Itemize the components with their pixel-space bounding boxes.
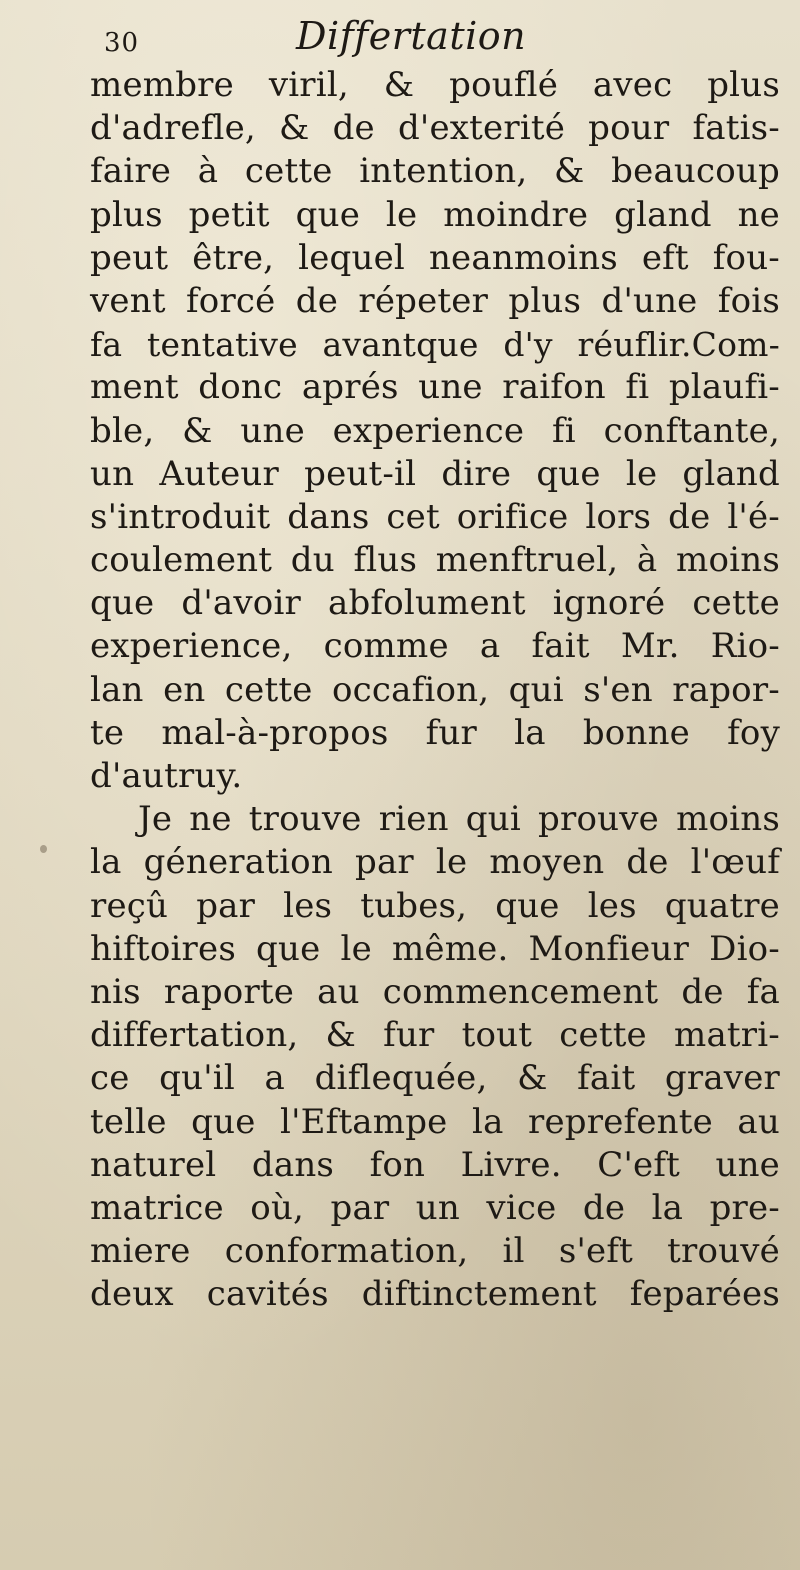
text-line: d'autruy. xyxy=(90,756,243,796)
text-line: reçû par les tubes, que les quatre xyxy=(90,885,780,926)
text-line: ment donc aprés une raifon fi plaufi- xyxy=(90,367,780,408)
text-line: hiftoires que le même. Monfieur Dio- xyxy=(90,928,780,969)
text-line: d'adrefle, & de d'exterité pour fatis- xyxy=(90,108,780,149)
blank-paper-area xyxy=(0,1265,800,1570)
text-line: membre viril, & pouflé avec plus xyxy=(90,65,780,105)
text-line: un Auteur peut-il dire que le gland xyxy=(90,453,780,494)
text-line: deux cavités diftinctement feparées xyxy=(90,1274,780,1315)
text-line: ble, & une experience fi conftante, xyxy=(90,410,780,451)
paragraph-2 xyxy=(90,798,780,1316)
text-line: Je ne trouve rien qui prouve moins xyxy=(138,799,780,840)
text-line: faire à cette intention, & beaucoup xyxy=(90,151,780,192)
text-line: lan en cette occafion, qui s'en rapor- xyxy=(90,669,780,710)
text-line: coulement du flus menftruel, à moins xyxy=(90,540,780,581)
ink-speck xyxy=(40,845,47,853)
page-header xyxy=(100,6,760,66)
text-line: naturel dans fon Livre. C'eft une xyxy=(90,1144,780,1185)
running-title: Differtation xyxy=(296,14,527,58)
text-line: te mal-à-propos fur la bonne foy xyxy=(90,712,780,753)
paragraph-1 xyxy=(90,64,780,798)
body-text xyxy=(90,64,780,1316)
text-line: telle que l'Eftampe la reprefente au xyxy=(90,1101,780,1142)
text-line: miere conformation, il s'eft trouvé xyxy=(90,1231,780,1272)
text-line: differtation, & fur tout cette matri- xyxy=(90,1015,780,1056)
text-line: experience, comme a fait Mr. Rio- xyxy=(90,626,780,667)
text-line: nis raporte au commencement de fa xyxy=(90,971,780,1012)
text-line: s'introduit dans cet orifice lors de l'é- xyxy=(90,496,780,537)
page-number: 30 xyxy=(104,28,140,58)
text-line: peut être, lequel neanmoins eft fou- xyxy=(90,237,780,278)
text-line: vent forcé de répeter plus d'une fois xyxy=(90,280,780,321)
text-line: que d'avoir abfolument ignoré cette xyxy=(90,583,780,624)
text-line: fa tentative avantque d'y réuflir.Com- xyxy=(90,325,780,365)
text-line: matrice où, par un vice de la pre- xyxy=(90,1187,780,1228)
text-line: plus petit que le moindre gland ne xyxy=(90,194,780,235)
text-line: ce qu'il a diflequée, & fait graver xyxy=(90,1058,780,1099)
text-line: la géneration par le moyen de l'œuf xyxy=(90,842,780,883)
